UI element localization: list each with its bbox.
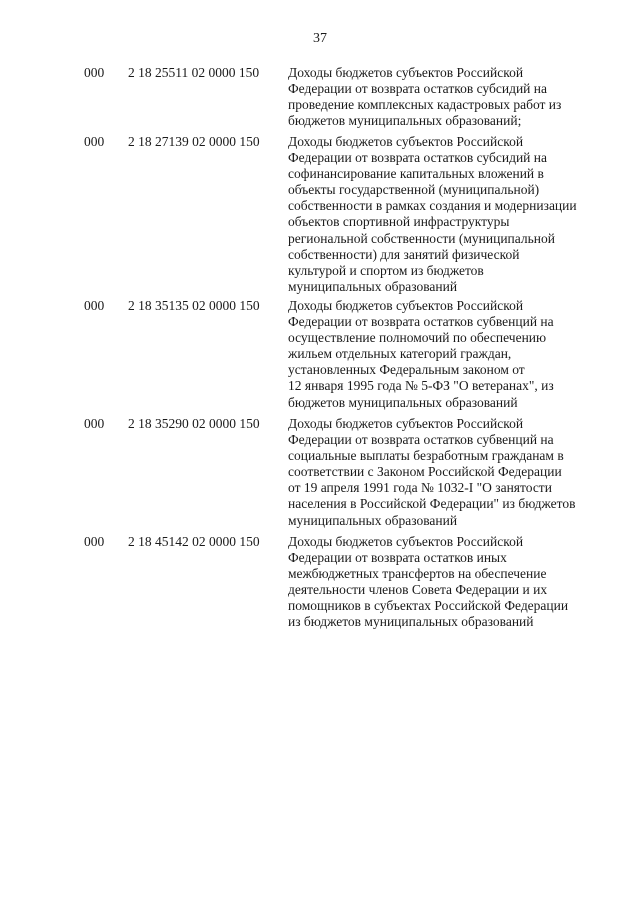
budget-code: 2 18 35290 02 0000 150 — [128, 416, 260, 431]
name-line: Доходы бюджетов субъектов Российской — [288, 416, 524, 431]
name-line: помощников в субъектах Российской Федерации — [288, 598, 569, 614]
name-line: объекты государственной (муниципальной) — [288, 182, 540, 198]
income-name — [288, 416, 588, 529]
table-row — [0, 134, 588, 295]
name-line: Федерации от возврата остатков иных — [288, 550, 507, 566]
name-line: Доходы бюджетов субъектов Российской — [288, 534, 524, 549]
name-line: Доходы бюджетов субъектов Российской — [288, 298, 524, 313]
name-line: софинансирование капитальных вложений в — [288, 166, 544, 182]
name-line: собственности в рамках создания и модернизации — [288, 198, 577, 214]
name-line: бюджетов муниципальных образований — [288, 394, 518, 410]
name-line: межбюджетных трансфертов на обеспечение — [288, 566, 547, 582]
name-line: собственности) для занятий физической — [288, 246, 520, 262]
name-line: культурой и спортом из бюджетов — [288, 262, 484, 278]
name-line: из бюджетов муниципальных образований — [288, 614, 534, 630]
admin-code: 000 — [84, 298, 105, 313]
income-name — [288, 65, 588, 129]
table-row — [0, 416, 588, 529]
table-row — [0, 298, 588, 411]
name-line: Федерации от возврата остатков субсидий на — [288, 81, 547, 97]
table-row — [0, 65, 588, 129]
name-line: Федерации от возврата остатков субвенций на — [288, 314, 554, 330]
admin-code: 000 — [84, 416, 105, 431]
name-line: объектов спортивной инфраструктуры — [288, 214, 510, 230]
name-line: жильем отдельных категорий граждан, — [288, 346, 512, 362]
admin-code: 000 — [84, 534, 105, 549]
admin-code: 000 — [84, 65, 105, 80]
admin-code: 000 — [84, 134, 105, 149]
income-name — [288, 134, 588, 295]
name-line: бюджетов муниципальных образований; — [288, 113, 522, 129]
name-line: осуществление полномочий по обеспечению — [288, 330, 547, 346]
name-line: установленных Федеральным законом от — [288, 362, 525, 378]
name-line: Доходы бюджетов субъектов Российской — [288, 134, 524, 149]
income-name — [288, 298, 588, 411]
name-line: деятельности членов Совета Федерации и их — [288, 582, 548, 598]
name-line: соответствии с Законом Российской Федерации — [288, 464, 562, 480]
page-number: 37 — [313, 31, 327, 46]
name-line: населения в Российской Федерации" из бюджетов — [288, 496, 576, 512]
name-line: Федерации от возврата остатков субсидий на — [288, 150, 547, 166]
name-line: от 19 апреля 1991 года № 1032-I "О занятости — [288, 480, 552, 496]
budget-code: 2 18 25511 02 0000 150 — [128, 65, 260, 80]
budget-code: 2 18 27139 02 0000 150 — [128, 134, 260, 149]
income-name — [288, 534, 588, 631]
budget-code: 2 18 45142 02 0000 150 — [128, 534, 260, 549]
name-line: проведение комплексных кадастровых работ из — [288, 97, 562, 113]
table-row — [0, 534, 588, 631]
name-line: Федерации от возврата остатков субвенций на — [288, 432, 554, 448]
name-line: Доходы бюджетов субъектов Российской — [288, 65, 524, 80]
name-line: 12 января 1995 года № 5-ФЗ "О ветеранах", из — [288, 378, 554, 394]
name-line: муниципальных образований — [288, 278, 458, 294]
budget-code: 2 18 35135 02 0000 150 — [128, 298, 260, 313]
name-line: муниципальных образований — [288, 512, 458, 528]
name-line: социальные выплаты безработным гражданам в — [288, 448, 564, 464]
name-line: региональной собственности (муниципальной — [288, 230, 555, 246]
